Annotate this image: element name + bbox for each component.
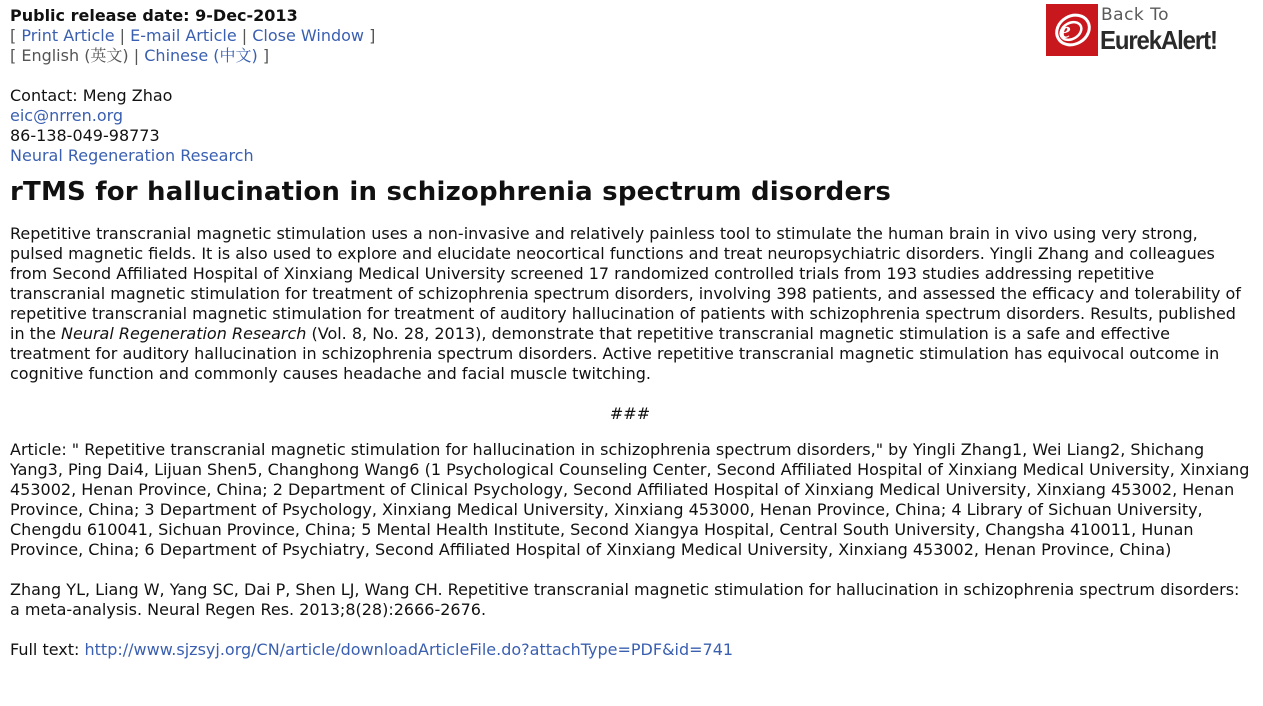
- contact-phone: 86-138-049-98773: [10, 126, 160, 145]
- body-text-part2: (Vol. 8, No. 28, 2013), demonstrate that repetitive transcranial magnetic stimulation is a safe and effective treatment for auditory hallucination in schizophrenia spectrum disorders. Active repetitive transcranial magnetic stimulation has equivocal outcome in cognitive function and commonly causes headache and facial muscle twitching.: [10, 324, 1220, 383]
- full-text-row: [10, 640, 1250, 660]
- print-article-link[interactable]: Print Article: [21, 26, 115, 45]
- logo-brand-text: EurekAlert!: [1100, 25, 1217, 55]
- separator: |: [114, 26, 131, 45]
- email-article-link[interactable]: E-mail Article: [130, 26, 237, 45]
- release-date: Public release date: 9-Dec-2013: [10, 6, 298, 25]
- full-text-link[interactable]: http://www.sjzsyj.org/CN/article/downloadArticleFile.do?attachType=PDF&id=741: [84, 640, 734, 659]
- bracket-open: [: [10, 26, 22, 45]
- article-body: [10, 224, 1250, 384]
- bracket-close: ]: [257, 46, 270, 65]
- article-reference: Zhang YL, Liang W, Yang SC, Dai P, Shen LJ, Wang CH. Repetitive transcranial magnetic stimulation for hallucination in schizophrenia spectrum disorders: a meta-analysis. Neural Regen Res. 2013;8(28):2666-2676.: [10, 580, 1240, 619]
- bracket-open: [: [10, 46, 22, 65]
- contact-org-link[interactable]: Neural Regeneration Research: [10, 146, 254, 165]
- separator: |: [128, 46, 145, 65]
- article-actions: [10, 26, 1250, 46]
- lang-chinese-link[interactable]: Chinese (中文): [144, 46, 258, 65]
- lang-english-current: English (英文): [21, 46, 129, 65]
- article-page: [10, 6, 1250, 660]
- article-title: rTMS for hallucination in schizophrenia spectrum disorders: [10, 177, 892, 207]
- logo-back-to-text: Back To: [1101, 5, 1170, 25]
- contact-name: Contact: Meng Zhao: [10, 86, 173, 105]
- body-journal-name: Neural Regeneration Research: [61, 324, 307, 343]
- language-switcher: [10, 46, 1250, 66]
- close-window-link[interactable]: Close Window: [252, 26, 365, 45]
- contact-email-link[interactable]: eic@nrren.org: [10, 106, 124, 125]
- svg-text:e: e: [1060, 18, 1071, 44]
- section-separator: ###: [609, 404, 651, 423]
- body-text-part1: Repetitive transcranial magnetic stimulation uses a non-invasive and relatively painless tool to stimulate the human brain in vivo using very strong, pulsed magnetic fields. It is also used to explore and elucidate neocortical functions and treat neuropsychiatric disorders. Yingli Zhang and colleagues from Second Affiliated Hospital of Xinxiang Medical University screened 17 randomized controlled trials from 193 studies addressing repetitive transcranial magnetic stimulation for treatment of schizophrenia spectrum disorders, involving 398 patients, and assessed the efficacy and tolerability of repetitive transcranial magnetic stimulation for treatment of auditory hallucination of patients with schizophrenia spectrum disorders. Results, published in the: [10, 224, 1241, 343]
- separator: |: [236, 26, 253, 45]
- full-text-label: Full text:: [10, 640, 85, 659]
- article-citation: Article: " Repetitive transcranial magnetic stimulation for hallucination in schizophrenia spectrum disorders," by Yingli Zhang1, Wei Liang2, Shichang Yang3, Ping Dai4, Lijuan Shen5, Changhong Wang6 (1 Psychological Counseling Center, Second Affiliated Hospital of Xinxiang Medical University, Xinxiang 453002, Henan Province, China; 2 Department of Clinical Psychology, Second Affiliated Hospital of Xinxiang Medical University, Xinxiang 453002, Henan Province, China; 3 Department of Psychology, Xinxiang Medical University, Xinxiang 453000, Henan Province, China; 4 Library of Sichuan University, Chengdu 610041, Sichuan Province, China; 5 Mental Health Institute, Second Xiangya Hospital, Central South University, Changsha 410011, Hunan Province, China; 6 Department of Psychiatry, Second Affiliated Hospital of Xinxiang Medical University, Xinxiang 453002, Henan Province, China): [10, 440, 1250, 559]
- bracket-close: ]: [364, 26, 376, 45]
